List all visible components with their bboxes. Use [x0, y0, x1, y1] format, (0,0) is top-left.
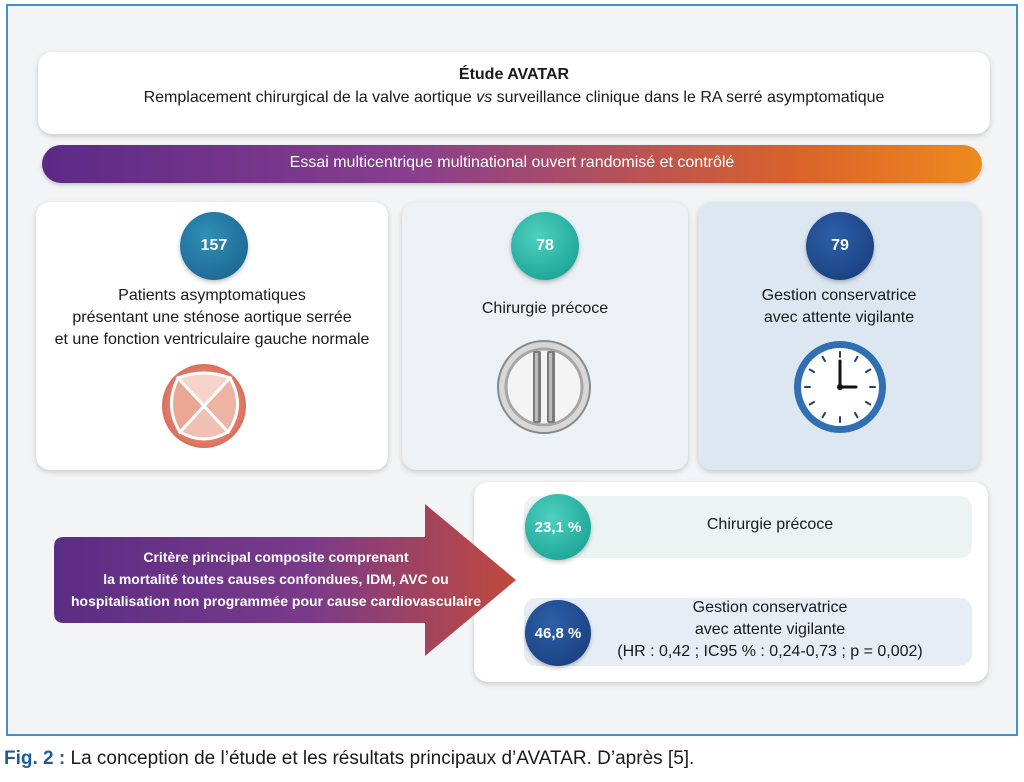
patients-count-badge: 157	[180, 212, 248, 280]
clock-icon	[790, 337, 890, 437]
mechanical-valve-icon	[494, 337, 594, 437]
early-surgery-count-badge: 78	[511, 212, 579, 280]
result-early-surgery-label: Chirurgie précoce	[706, 516, 834, 533]
study-subtitle: Remplacement chirurgical de la valve aortique vs surveillance clinique dans le RA serré asymptomatique	[143, 89, 885, 106]
result-conservative-badge: 46,8 %	[525, 600, 591, 666]
result-conservative-label: Gestion conservatrice avec attente vigilante (HR : 0,42 ; IC95 % : 0,24-0,73 ; p = 0,002)	[617, 599, 923, 660]
figure-caption	[4, 748, 694, 770]
conservative-label: Gestion conservatrice avec attente vigilante	[761, 287, 917, 326]
conservative-count-badge: 79	[806, 212, 874, 280]
early-surgery-label: Chirurgie précoce	[481, 300, 609, 317]
endpoint-description: Critère principal composite comprenant la mortalité toutes causes confondues, IDM, AVC ou hospitalisation non programmée pour cause cardiovasculaire	[70, 549, 481, 609]
patients-description: Patients asymptomatiques présentant une sténose aortique serrée et une fonction ventriculaire gauche normale	[54, 287, 370, 348]
result-early-surgery-badge: 23,1 %	[525, 494, 591, 560]
aortic-valve-icon	[158, 360, 250, 452]
caption-label: Fig. 2 :	[4, 748, 66, 769]
study-header	[38, 52, 990, 134]
caption-text: La conception de l’étude et les résultats principaux d’AVATAR. D’après [5].	[65, 748, 695, 769]
trial-design-banner: Essai multicentrique multinational ouvert randomisé et contrôlé	[42, 145, 982, 183]
study-title: Étude AVATAR	[458, 66, 570, 83]
